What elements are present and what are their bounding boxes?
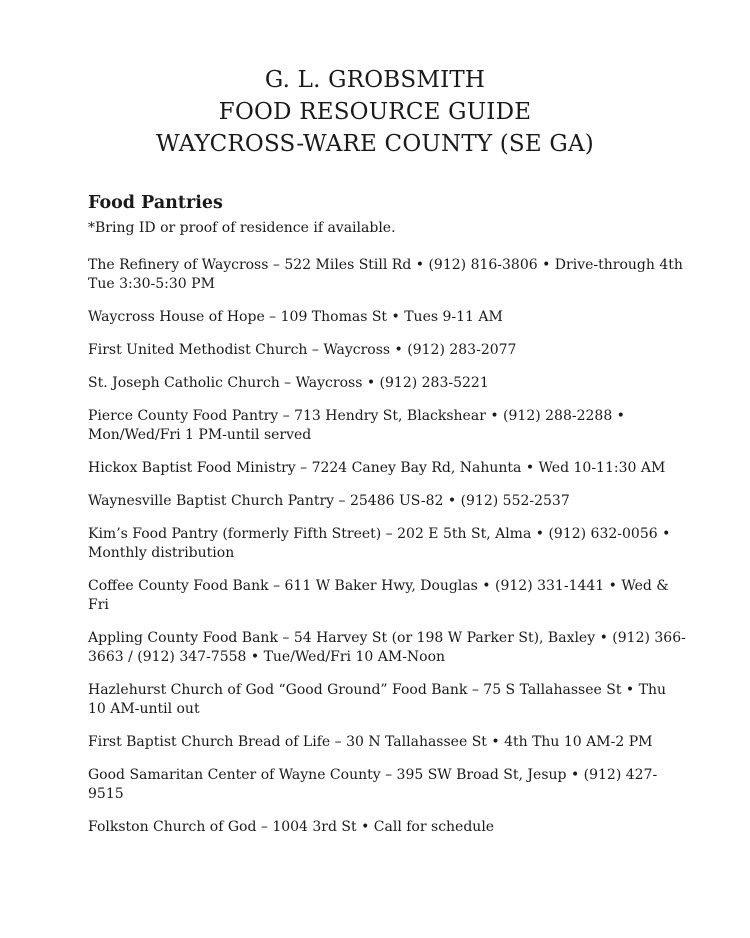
list-item <box>88 629 688 667</box>
list-item <box>88 733 688 752</box>
pantry-list <box>88 256 688 851</box>
list-item <box>88 577 688 615</box>
list-item <box>88 459 688 478</box>
entry-text: Coffee County Food Bank – 611 W Baker Hwy, Douglas • (912) 331-1441 • Wed & Fri <box>88 578 669 613</box>
section-heading-food-pantries: Food Pantries <box>88 193 223 213</box>
list-item <box>88 492 688 511</box>
entry-text: Good Samaritan Center of Wayne County – 395 SW Broad St, Jesup • (912) 427-9515 <box>88 767 658 802</box>
title-guide-name: FOOD RESOURCE GUIDE <box>218 99 532 125</box>
list-item <box>88 818 688 837</box>
list-item <box>88 308 688 327</box>
entry-text: Hickox Baptist Food Ministry – 7224 Caney Bay Rd, Nahunta • Wed 10-11:30 AM <box>88 460 666 476</box>
entry-text: Folkston Church of God – 1004 3rd St • Call for schedule <box>88 819 495 835</box>
entry-text: First United Methodist Church – Waycross • (912) 283-2077 <box>88 342 517 358</box>
entry-text: First Baptist Church Bread of Life – 30 N Tallahassee St • 4th Thu 10 AM-2 PM <box>88 734 653 750</box>
entry-text: St. Joseph Catholic Church – Waycross • (912) 283-5221 <box>88 375 489 391</box>
list-item <box>88 766 688 804</box>
entry-text: Waycross House of Hope – 109 Thomas St • Tues 9-11 AM <box>88 309 503 325</box>
entry-text: Pierce County Food Pantry – 713 Hendry St, Blackshear • (912) 288-2288 • Mon/Wed/Fri 1 PM-until served <box>88 408 625 443</box>
list-item <box>88 407 688 445</box>
title-region: WAYCROSS-WARE COUNTY (SE GA) <box>156 131 594 157</box>
entry-text: Hazlehurst Church of God “Good Ground” Food Bank – 75 S Tallahassee St • Thu 10 AM-until out <box>88 682 666 717</box>
entry-text: Kim’s Food Pantry (formerly Fifth Street) – 202 E 5th St, Alma • (912) 632-0056 • Monthly distribution <box>88 526 671 561</box>
entry-text: Waynesville Baptist Church Pantry – 25486 US-82 • (912) 552-2537 <box>88 493 570 509</box>
document-title <box>0 64 750 160</box>
list-item <box>88 681 688 719</box>
title-author: G. L. GROBSMITH <box>264 67 486 93</box>
entry-text: The Refinery of Waycross – 522 Miles Still Rd • (912) 816-3806 • Drive-through 4th Tue 3:30-5:30 PM <box>88 257 683 292</box>
list-item <box>88 341 688 360</box>
list-item <box>88 256 688 294</box>
section-note: *Bring ID or proof of residence if available. <box>88 220 396 236</box>
list-item <box>88 525 688 563</box>
entry-text: Appling County Food Bank – 54 Harvey St (or 198 W Parker St), Baxley • (912) 366-3663 / (912) 347-7558 • Tue/Wed/Fri 10 AM-Noon <box>88 630 686 665</box>
list-item <box>88 374 688 393</box>
